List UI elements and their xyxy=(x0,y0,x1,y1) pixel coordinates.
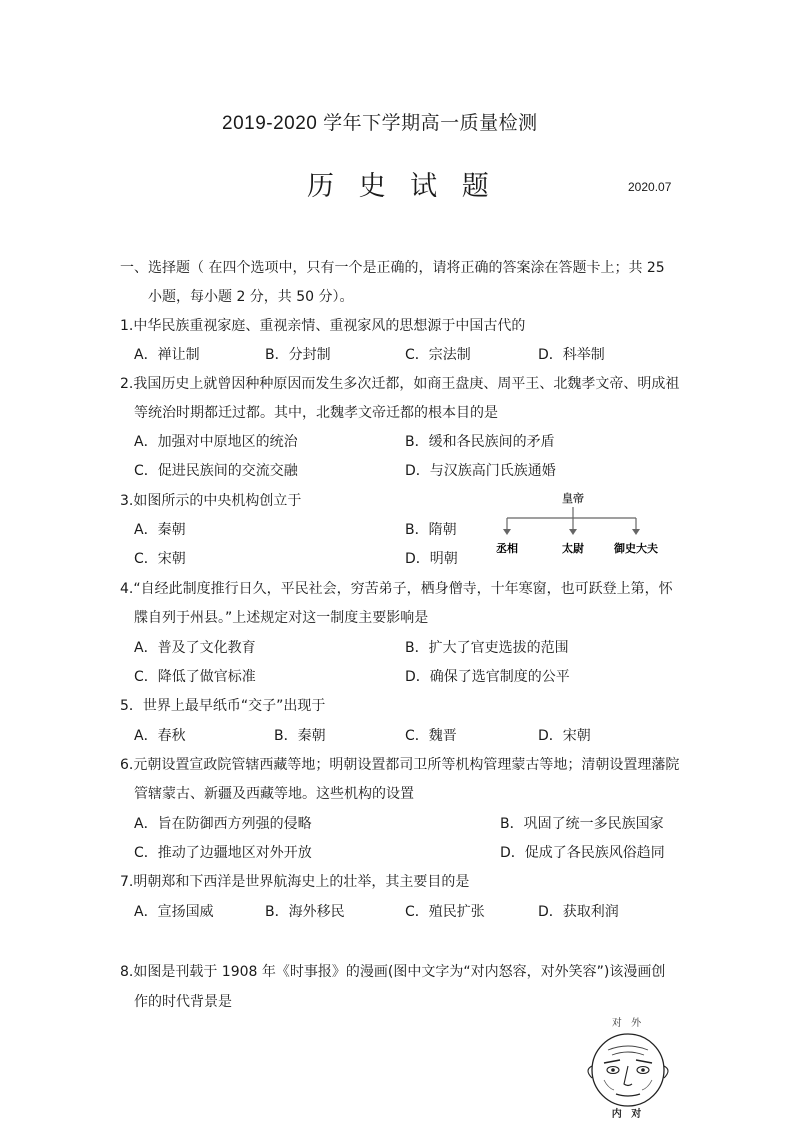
question-1-option-a: A．禅让制 xyxy=(134,347,200,363)
question-2-stem-line2: 等统治时期都迁过都。其中，北魏孝文帝迁都的根本目的是 xyxy=(134,405,498,421)
cartoon-illustration xyxy=(578,1014,678,1120)
exam-date: 2020.07 xyxy=(628,180,672,194)
question-2-option-a: A．加强对中原地区的统治 xyxy=(134,434,298,450)
question-1-option-c: C．宗法制 xyxy=(405,347,471,363)
diagram-child-label: 御史大夫 xyxy=(614,542,658,555)
cartoon-bottom-text: 内 对 xyxy=(611,1109,645,1120)
question-5-option-b: B．秦朝 xyxy=(274,728,326,744)
question-5-option-d: D．宋朝 xyxy=(538,728,591,744)
brow xyxy=(636,1060,652,1063)
question-4-stem-line2: 牒自列于州县。”上述规定对这一制度主要影响是 xyxy=(134,610,429,626)
diagram-top-label: 皇帝 xyxy=(562,492,584,505)
exam-title: 2019-2020 学年下学期高一质量检测 xyxy=(222,113,538,134)
question-6-option-a: A．旨在防御西方列强的侵略 xyxy=(134,816,312,832)
question-7-option-b: B．海外移民 xyxy=(265,904,345,920)
question-2-option-c: C．促进民族间的交流交融 xyxy=(134,463,298,479)
nose xyxy=(624,1066,632,1086)
question-7-option-d: D．获取利润 xyxy=(538,904,619,920)
pupil xyxy=(611,1068,615,1072)
question-4-option-b: B．扩大了官吏选拔的范围 xyxy=(405,640,569,656)
question-5-stem: 5．世界上最早纸币“交子”出现于 xyxy=(120,698,326,714)
question-3-option-a: A．秦朝 xyxy=(134,522,186,538)
question-4-option-c: C．降低了做官标准 xyxy=(134,669,256,685)
question-7-option-a: A．宣扬国威 xyxy=(134,904,214,920)
arrowhead xyxy=(569,529,577,535)
section-heading-line1: 一、选择题（ 在四个选项中，只有一个是正确的，请将正确的答案涂在答题卡上；共 25 xyxy=(120,260,665,276)
question-6-stem-line2: 管辖蒙古、新疆及西藏等地。这些机构的设置 xyxy=(134,786,414,802)
subject-title: 历 史 试 题 xyxy=(307,171,497,202)
question-3-option-d: D．明朝 xyxy=(405,551,458,567)
ear-icon xyxy=(588,1066,592,1078)
question-1-option-d: D．科举制 xyxy=(538,347,605,363)
arrowhead xyxy=(632,529,640,535)
question-4-stem-line1: 4.“自经此制度推行日久，平民社会，穷苦弟子，栖身僧寺，十年寒窗，也可跃登上第，怀 xyxy=(120,581,673,597)
forehead-line xyxy=(608,1046,648,1050)
question-5-option-a: A．春秋 xyxy=(134,728,186,744)
ear-icon xyxy=(664,1066,668,1078)
question-1-stem: 1.中华民族重视家庭、重视亲情、重视家风的思想源于中国古代的 xyxy=(120,318,526,334)
cheek-line xyxy=(642,1080,652,1090)
face-outline xyxy=(592,1034,664,1106)
diagram-child-label: 丞相 xyxy=(496,542,518,555)
cartoon-top-text: 对 外 xyxy=(611,1018,645,1029)
section-heading-line2: 小题，每小题 2 分，共 50 分）。 xyxy=(148,289,354,305)
question-6-stem-line1: 6.元朝设置宣政院管辖西藏等地；明朝设置都司卫所等机构管理蒙古等地；清朝设置理藩院 xyxy=(120,757,680,773)
question-6-option-b: B．巩固了统一多民族国家 xyxy=(500,816,664,832)
question-7-option-c: C．殖民扩张 xyxy=(405,904,485,920)
arrowhead xyxy=(503,529,511,535)
mouth xyxy=(616,1094,640,1096)
question-3-stem: 3.如图所示的中央机构创立于 xyxy=(120,493,302,509)
question-5-option-c: C．魏晋 xyxy=(405,728,457,744)
question-2-option-d: D．与汉族高门氏族通婚 xyxy=(405,463,556,479)
question-6-option-d: D．促成了各民族风俗趋同 xyxy=(500,845,665,861)
cheek-line xyxy=(604,1080,614,1090)
question-4-option-a: A．普及了文化教育 xyxy=(134,640,256,656)
brow xyxy=(604,1060,620,1063)
question-8-stem-line2: 作的时代背景是 xyxy=(134,994,232,1010)
question-6-option-c: C．推动了边疆地区对外开放 xyxy=(134,845,312,861)
question-1-option-b: B．分封制 xyxy=(265,347,331,363)
question-2-option-b: B．缓和各民族间的矛盾 xyxy=(405,434,555,450)
diagram-child-label: 太尉 xyxy=(562,542,584,555)
question-3-option-b: B．隋朝 xyxy=(405,522,457,538)
question-8-stem-line1: 8.如图是刊载于 1908 年《时事报》的漫画(图中文字为“对内怒容，对外笑容”)该漫画创 xyxy=(120,964,666,980)
forehead-line xyxy=(612,1052,644,1055)
pupil xyxy=(641,1068,645,1072)
question-2-stem-line1: 2.我国历史上就曾因种种原因而发生多次迁都，如商王盘庚、周平王、北魏孝文帝、明成祖 xyxy=(120,376,680,392)
government-structure-diagram xyxy=(488,486,668,560)
question-4-option-d: D．确保了选官制度的公平 xyxy=(405,669,570,685)
question-3-option-c: C．宋朝 xyxy=(134,551,186,567)
question-7-stem: 7.明朝郑和下西洋是世界航海史上的壮举，其主要目的是 xyxy=(120,874,470,890)
